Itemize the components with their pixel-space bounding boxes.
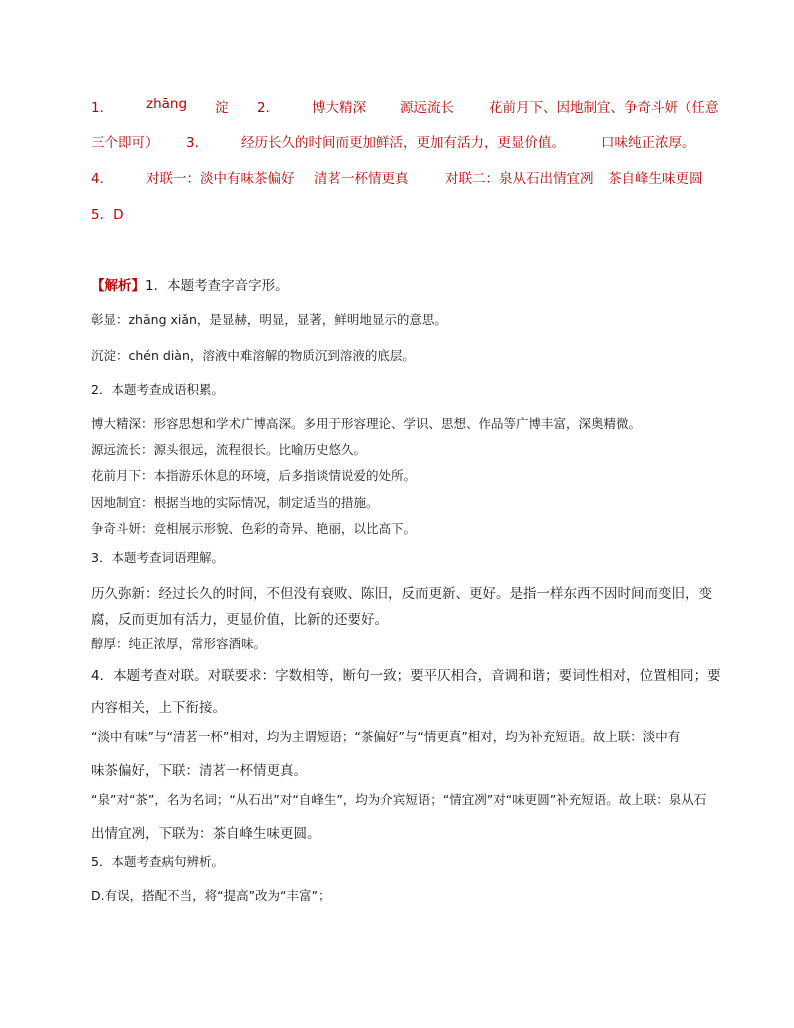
q1-number: 1． — [91, 100, 114, 116]
answer-row-1 — [0, 96, 794, 116]
analysis-line-21: D.有误，搭配不当，将“提高”改为“丰富”； — [91, 888, 331, 903]
analysis-line-6: 源远流长：源头很远，流程很长。比喻历史悠久。 — [91, 442, 367, 457]
q3-answer-1: 经历长久的时间而更加鲜活，更加有活力，更显价值。 — [241, 135, 565, 151]
analysis-line-1 — [91, 274, 289, 294]
q2-answer-3: 花前月下、因地制宜、争奇斗妍（任意 — [489, 100, 719, 116]
q5-answer: 5．D — [91, 207, 124, 223]
q2-answer-1: 博大精深 — [312, 100, 366, 116]
analysis-line-13: 醇厚：纯正浓厚，常形容酒味。 — [91, 636, 267, 651]
analysis-line-12: 腐，反而更加有活力，更显价值，比新的还要好。 — [91, 612, 388, 628]
analysis-line-10: 3．本题考查词语理解。 — [91, 550, 224, 565]
analysis-line-7: 花前月下：本指游乐休息的环境，后多指谈情说爱的处所。 — [91, 468, 417, 483]
q3-number: 3． — [186, 135, 209, 151]
q2-answer-3-continued: 三个即可） — [91, 135, 159, 151]
analysis-line-9: 争奇斗妍：竞相展示形貌、色彩的奇异、艳丽，以比高下。 — [91, 521, 417, 536]
answer-row-2 — [0, 131, 794, 151]
q1-answer-pinyin: zhāng — [146, 96, 188, 112]
q3-answer-2: 口味纯正浓厚。 — [601, 135, 696, 151]
analysis-line-5: 博大精深：形容思想和学术广博高深。多用于形容理论、学识、思想、作品等广博丰富，深奥精微。 — [91, 416, 642, 431]
q4-answer-4: 茶自峰生味更圆 — [608, 171, 703, 187]
answer-row-3 — [0, 167, 794, 187]
analysis-tag: 【解析】 — [91, 278, 145, 294]
analysis-line-17: 味茶偏好，下联：清茗一杯情更真。 — [91, 763, 307, 779]
answer-row-4 — [0, 203, 794, 223]
q4-number: 4． — [91, 171, 114, 187]
analysis-line-15: 内容相关，上下衔接。 — [91, 700, 226, 716]
analysis-line-4: 2．本题考查成语积累。 — [91, 382, 224, 397]
analysis-line-3: 沉淀：chén diàn，溶液中难溶解的物质沉到溶液的底层。 — [91, 348, 415, 363]
analysis-line-2: 彰显：zhāng xiǎn，是显赫，明显，显著，鲜明地显示的意思。 — [91, 312, 447, 327]
analysis-line-11: 历久弥新：经过长久的时间，不但没有衰败、陈旧，反而更新、更好。是指一样东西不因时间而变旧，变 — [91, 586, 712, 602]
analysis-line-16: “淡中有味”与“清茗一杯”相对，均为主谓短语；“茶偏好”与“情更真”相对，均为补充短语。故上联：淡中有 — [91, 729, 681, 744]
analysis-line-8: 因地制宜：根据当地的实际情况，制定适当的措施。 — [91, 495, 379, 510]
analysis-line-14: 4．本题考查对联。对联要求：字数相等，断句一致；要平仄相合，音调和谐；要词性相对，位置相同；要 — [91, 668, 721, 684]
q1-answer-char: 淀 — [215, 100, 229, 116]
q2-answer-2: 源远流长 — [400, 100, 454, 116]
analysis-line-19: 出情宜冽，下联为：茶自峰生味更圆。 — [91, 826, 321, 842]
q2-number: 2． — [257, 100, 280, 116]
q4-answer-3: 对联二：泉从石出情宜冽 — [445, 171, 594, 187]
analysis-text: 1．本题考查字音字形。 — [145, 278, 289, 294]
analysis-line-20: 5．本题考查病句辨析。 — [91, 854, 224, 869]
analysis-line-18: “泉”对“茶”，名为名词；“从石出”对“自峰生”，均为介宾短语；“情宜冽”对“味更圆”补充短语。故上联：泉从石 — [91, 792, 707, 807]
q4-answer-2: 清茗一杯情更真 — [314, 171, 409, 187]
q4-answer-1: 对联一：淡中有味茶偏好 — [146, 171, 295, 187]
